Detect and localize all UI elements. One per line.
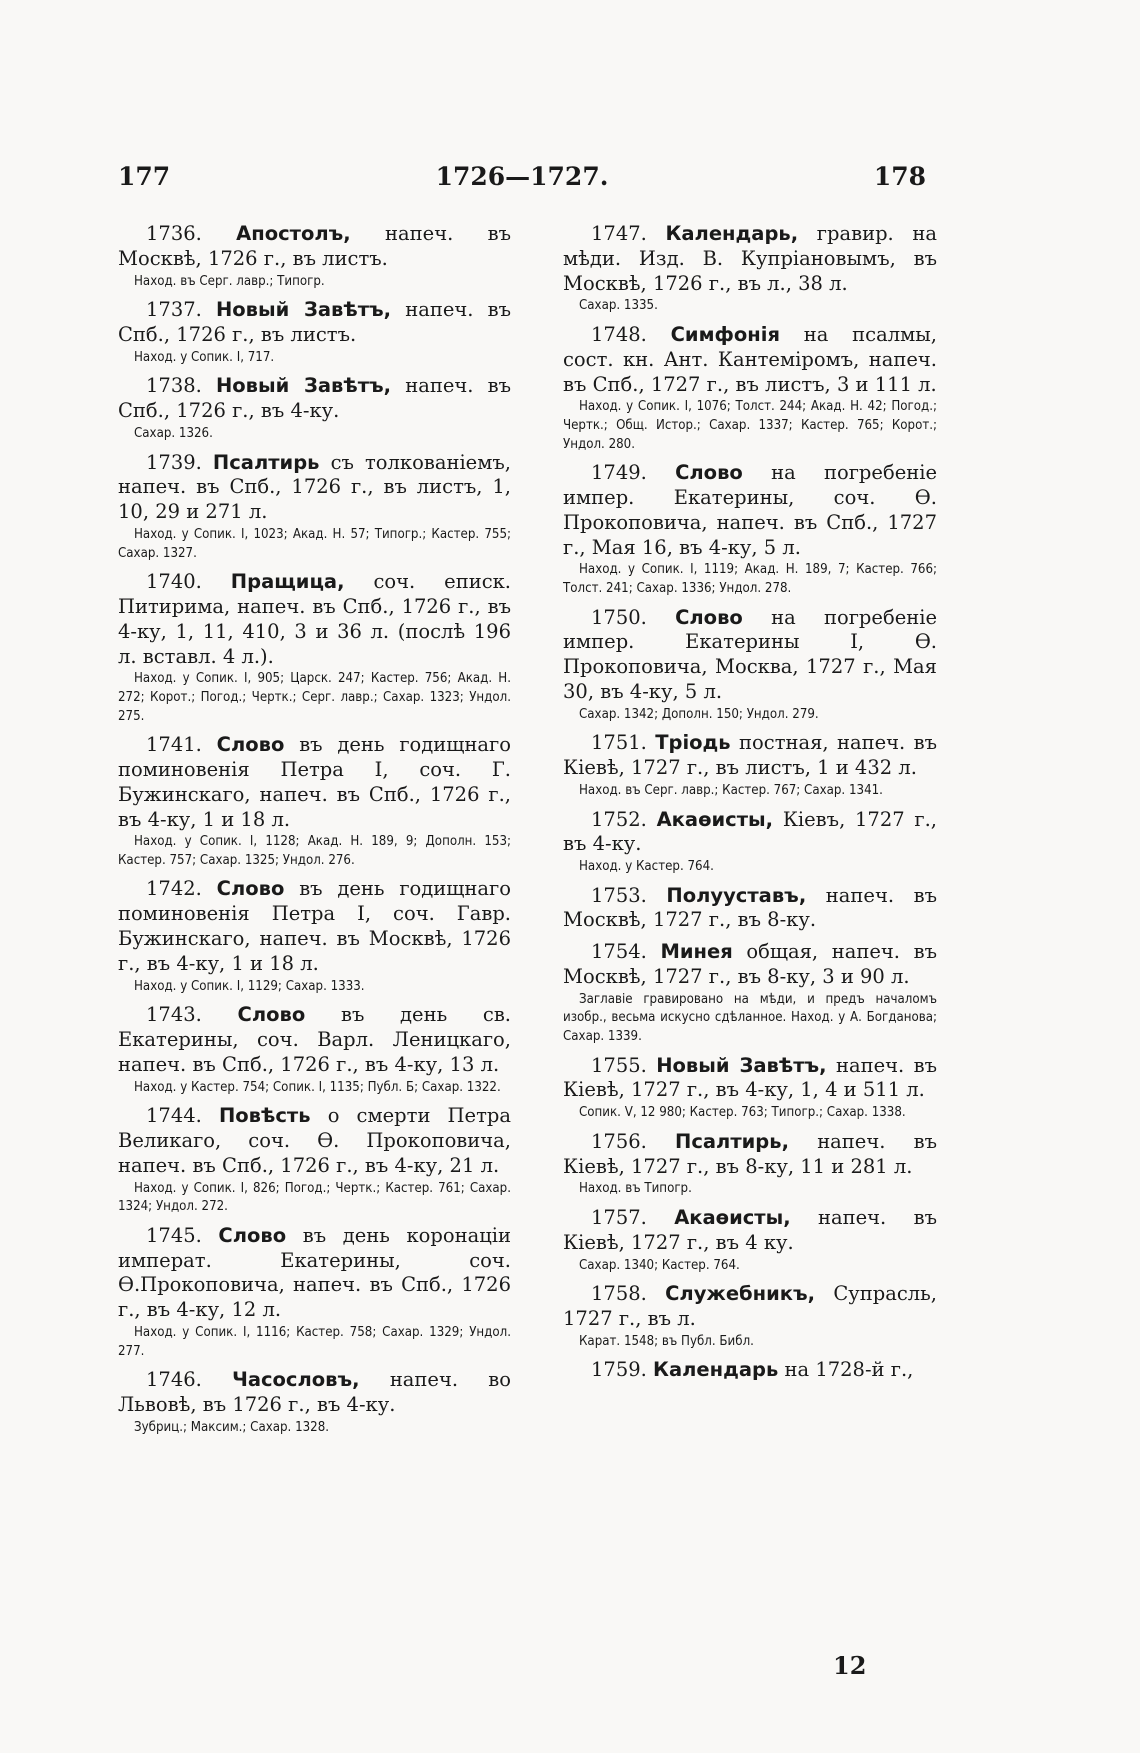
entry-title: Новый Завѣтъ, — [215, 298, 392, 322]
catalog-entry — [118, 1224, 511, 1361]
entry-title: Повѣсть — [218, 1104, 311, 1128]
entry-number: 1741. — [146, 733, 202, 757]
entry-description: напеч. въ Москвѣ, 1726 г., въ листъ. — [118, 222, 511, 270]
entry-description: соч. еписк. Питирима, напеч. въ Спб., 1726 г., въ 4-ку, 1, 11, 410, 3 и 36 л. (послѣ 196 л. вставл. 4 л.). — [118, 570, 512, 668]
entry-text — [563, 1282, 937, 1332]
entry-note: Сахар. 1342; Дополн. 150; Ундол. 279. — [579, 706, 819, 722]
entry-text — [118, 733, 511, 832]
entry-text — [563, 731, 937, 781]
entry-text — [118, 1368, 511, 1418]
entry-note: Заглавіе гравировано на мѣди, и предъ началомъ изобр., весьма искусно сдѣланное. Наход. у А. Богданова; Сахар. 1339. — [563, 991, 937, 1045]
catalog-entry — [563, 940, 937, 1046]
catalog-entry — [118, 1368, 511, 1437]
catalog-entry — [563, 1282, 937, 1351]
catalog-entry — [563, 1054, 937, 1123]
entry-title: Слово — [675, 461, 743, 485]
catalog-entry — [563, 222, 937, 316]
entry-text — [118, 1003, 511, 1077]
entry-number: 1757. — [591, 1206, 647, 1230]
entry-title: Часословъ, — [232, 1368, 360, 1392]
catalog-entry — [563, 1130, 937, 1199]
entry-title: Полууставъ, — [666, 883, 807, 907]
entry-number: 1758. — [591, 1282, 647, 1306]
entry-description: напеч. въ Москвѣ, 1727 г., въ 8-ку. — [563, 883, 937, 932]
catalog-entry — [118, 298, 511, 367]
catalog-entry — [118, 1003, 511, 1097]
entry-note: Сахар. 1326. — [134, 425, 213, 441]
entry-note: Наход. у Сопик. I, 1119; Акад. Н. 189, 7; Кастер. 766; Толст. 241; Сахар. 1336; Ундол. 278. — [563, 562, 937, 596]
entry-title: Слово — [218, 1223, 287, 1247]
entry-text — [563, 323, 937, 397]
entry-description: напеч. въ Спб., 1726 г., въ листъ. — [118, 298, 511, 346]
entry-number: 1749. — [591, 461, 647, 485]
entry-number: 1756. — [591, 1129, 647, 1153]
entry-title: Пращица, — [230, 570, 345, 594]
entry-description: Кіевъ, 1727 г., въ 4-ку. — [563, 807, 938, 856]
entry-note: Наход. у Сопик. I, 717. — [134, 349, 275, 365]
entry-number: 1752. — [591, 807, 647, 831]
entry-number: 1737. — [146, 298, 202, 322]
entry-text — [118, 1104, 511, 1178]
catalog-entry — [118, 877, 511, 996]
entry-text — [563, 606, 937, 705]
entry-number: 1742. — [146, 877, 202, 901]
entry-title: Слово — [675, 605, 743, 629]
catalog-entry — [118, 570, 511, 726]
entry-note: Наход. у Сопик. I, 1116; Кастер. 758; Сахар. 1329; Ундол. 277. — [118, 1325, 511, 1359]
entry-title: Новый Завѣтъ, — [656, 1053, 827, 1077]
entry-note: Сопик. V, 12 980; Кастер. 763; Типогр.; Сахар. 1338. — [579, 1105, 906, 1121]
entry-description: на погребеніе импер. Екатерины, соч. Ѳ. Прокоповича, напеч. въ Спб., 1727 г., Мая 16, въ 4-ку, 5 л. — [563, 461, 938, 559]
entry-number: 1738. — [146, 374, 202, 398]
running-title-years: 1726—1727. — [435, 162, 609, 191]
entry-number: 1753. — [591, 883, 647, 907]
entry-note: Наход. у Кастер. 754; Сопик. I, 1135; Публ. Б; Сахар. 1322. — [134, 1079, 501, 1095]
entry-note: Наход. у Сопик. I, 905; Царск. 247; Кастер. 756; Акад. Н. 272; Корот.; Погод.; Чертк.; Серг. лавр.; Сахар. 1323; Ундол. 275. — [118, 671, 511, 724]
entry-description: на погребеніе импер. Екатерины I, Ѳ. Прокоповича, Москва, 1727 г., Мая 30, въ 4-ку, 5 л. — [563, 605, 938, 703]
catalog-entry — [563, 808, 937, 877]
entry-text — [563, 940, 937, 990]
entry-description: напеч. въ Кіевѣ, 1727 г., въ 4-ку, 1, 4 и 511 л. — [563, 1053, 937, 1102]
entry-note: Сахар. 1340; Кастер. 764. — [579, 1257, 740, 1273]
entry-title: Тріодь — [655, 731, 731, 755]
page-number-right: 178 — [873, 162, 926, 191]
catalog-entry — [563, 884, 937, 934]
entry-text — [563, 1358, 937, 1383]
entry-number: 1739. — [146, 450, 202, 474]
entry-description: Супрасль, 1727 г., въ л. — [563, 1282, 937, 1331]
entry-text — [563, 222, 937, 296]
entry-number: 1750. — [591, 605, 647, 629]
catalog-entry — [118, 733, 511, 870]
entry-title: Минея — [660, 940, 733, 964]
entry-text — [563, 884, 937, 934]
entry-description: напеч. во Львовѣ, въ 1726 г., въ 4-ку. — [118, 1368, 512, 1416]
catalog-entry — [118, 222, 511, 291]
entry-description: о смерти Петра Великаго, соч. Ѳ. Прокоповича, напеч. въ Спб., 1726 г., въ 4-ку, 21 л. — [118, 1104, 511, 1177]
entry-note: Наход. въ Типогр. — [579, 1181, 692, 1197]
entry-number: 1740. — [146, 570, 202, 594]
entry-number: 1754. — [591, 940, 647, 964]
entry-title: Симфонія — [670, 322, 780, 346]
entry-description: въ день коронаціи императ. Екатерины, соч. Ѳ.Прокоповича, напеч. въ Спб., 1726 г., въ 4-ку, 12 л. — [118, 1223, 512, 1322]
entry-note: Наход. у Сопик. I, 826; Погод.; Чертк.; Кастер. 761; Сахар. 1324; Ундол. 272. — [118, 1180, 511, 1215]
entry-title: Псалтирь — [212, 450, 320, 474]
entry-note: Наход. у Сопик. I, 1129; Сахар. 1333. — [134, 978, 365, 994]
entry-note: Наход. у Сопик. I, 1023; Акад. Н. 57; Типогр.; Кастер. 755; Сахар. 1327. — [118, 526, 511, 561]
entry-description: съ толкованіемъ, напеч. въ Спб., 1726 г., въ листъ, 1, 10, 29 и 271 л. — [118, 450, 511, 524]
page-number-left: 177 — [118, 162, 171, 191]
entry-description: на 1728-й г., — [784, 1358, 914, 1382]
entry-description: напеч. въ Кіевѣ, 1727 г., въ 8-ку, 11 и 281 л. — [563, 1129, 937, 1178]
entry-description: постная, напеч. въ Кіевѣ, 1727 г., въ листъ, 1 и 432 л. — [563, 731, 937, 780]
catalog-entry — [563, 1358, 937, 1383]
entry-number: 1748. — [591, 322, 647, 346]
entry-note: Наход. у Сопик. I, 1128; Акад. Н. 189, 9; Дополн. 153; Кастер. 757; Сахар. 1325; Ундол. 276. — [118, 834, 511, 868]
entry-description: напеч. въ Кіевѣ, 1727 г., въ 4 ку. — [563, 1206, 937, 1254]
entry-text — [563, 1130, 937, 1180]
entry-number: 1759. — [591, 1358, 647, 1382]
entry-text — [118, 877, 511, 976]
entry-title: Календарь — [653, 1358, 779, 1382]
signature-mark: 12 — [833, 1651, 867, 1680]
entry-description: въ день годищнаго поминовенія Петра I, соч. Гавр. Бужинскаго, напеч. въ Москвѣ, 1726 г., въ 4-ку, 1 и 18 л. — [118, 877, 512, 975]
entry-number: 1744. — [146, 1104, 202, 1128]
entry-text — [118, 1224, 511, 1323]
left-column — [118, 222, 511, 1444]
entry-text — [563, 808, 937, 858]
entry-title: Календарь, — [665, 222, 799, 245]
entry-note: Зубриц.; Максим.; Сахар. 1328. — [134, 1419, 330, 1435]
entry-number: 1755. — [591, 1053, 647, 1077]
entry-number: 1743. — [146, 1003, 202, 1027]
running-head — [118, 162, 926, 196]
entry-text — [563, 1054, 937, 1104]
entry-note: Наход. у Кастер. 764. — [579, 859, 714, 875]
catalog-entry — [563, 606, 937, 725]
entry-note: Сахар. 1335. — [579, 298, 658, 314]
entry-note: Наход. въ Серг. лавр.; Типогр. — [134, 273, 325, 289]
entry-text — [118, 298, 511, 348]
entry-note: Наход. въ Серг. лавр.; Кастер. 767; Сахар. 1341. — [579, 782, 883, 798]
catalog-entry — [563, 731, 937, 800]
entry-text — [118, 222, 511, 272]
entry-number: 1746. — [146, 1368, 202, 1392]
catalog-entry — [118, 451, 511, 564]
entry-number: 1745. — [146, 1223, 202, 1247]
catalog-entry — [563, 323, 937, 454]
catalog-entry — [563, 1206, 937, 1275]
entry-description: въ день годищнаго поминовенія Петра I, соч. Г. Бужинскаго, напеч. въ Спб., 1726 г., въ 4-ку, 1 и 18 л. — [118, 733, 512, 831]
entry-title: Слово — [237, 1003, 306, 1027]
entry-description: на псалмы, сост. кн. Ант. Кантеміромъ, напеч. въ Спб., 1727 г., въ листъ, 3 и 111 л. — [563, 322, 937, 396]
entry-title: Слово — [216, 877, 285, 901]
entry-number: 1751. — [591, 731, 647, 755]
entry-title: Служебникъ, — [665, 1282, 816, 1306]
catalog-entry — [118, 1104, 511, 1217]
entry-title: Акаѳисты, — [656, 807, 774, 831]
catalog-entry — [118, 374, 511, 443]
entry-number: 1747. — [591, 222, 647, 245]
entry-text — [118, 374, 511, 424]
entry-title: Слово — [216, 733, 285, 757]
entry-description: напеч. въ Спб., 1726 г., въ 4-ку. — [118, 374, 511, 423]
entry-description: гравир. на мѣди. Изд. В. Купріановымъ, въ Москвѣ, 1726 г., въ л., 38 л. — [563, 222, 937, 295]
entry-title: Акаѳисты, — [674, 1206, 791, 1230]
entry-note: Наход. у Сопик. I, 1076; Толст. 244; Акад. Н. 42; Погод.; Чертк.; Общ. Истор.; Сахар. 1337; Кастер. 765; Корот.; Ундол. 280. — [563, 399, 937, 452]
catalog-entry — [563, 461, 937, 598]
entry-title: Псалтирь, — [675, 1129, 789, 1153]
entry-title: Новый Завѣтъ, — [215, 374, 392, 398]
right-column — [563, 222, 937, 1390]
entry-number: 1736. — [146, 222, 202, 245]
entry-text — [118, 570, 511, 669]
entry-text — [118, 451, 511, 525]
entry-text — [563, 1206, 937, 1256]
entry-description: въ день св. Екатерины, соч. Варл. Леницкаго, напеч. въ Спб., 1726 г., въ 4-ку, 13 л. — [118, 1003, 512, 1076]
entry-text — [563, 461, 937, 560]
entry-note: Карат. 1548; въ Публ. Библ. — [579, 1333, 754, 1349]
entry-title: Апостолъ, — [236, 222, 351, 245]
entry-description: общая, напеч. въ Москвѣ, 1727 г., въ 8-ку, 3 и 90 л. — [563, 940, 937, 989]
